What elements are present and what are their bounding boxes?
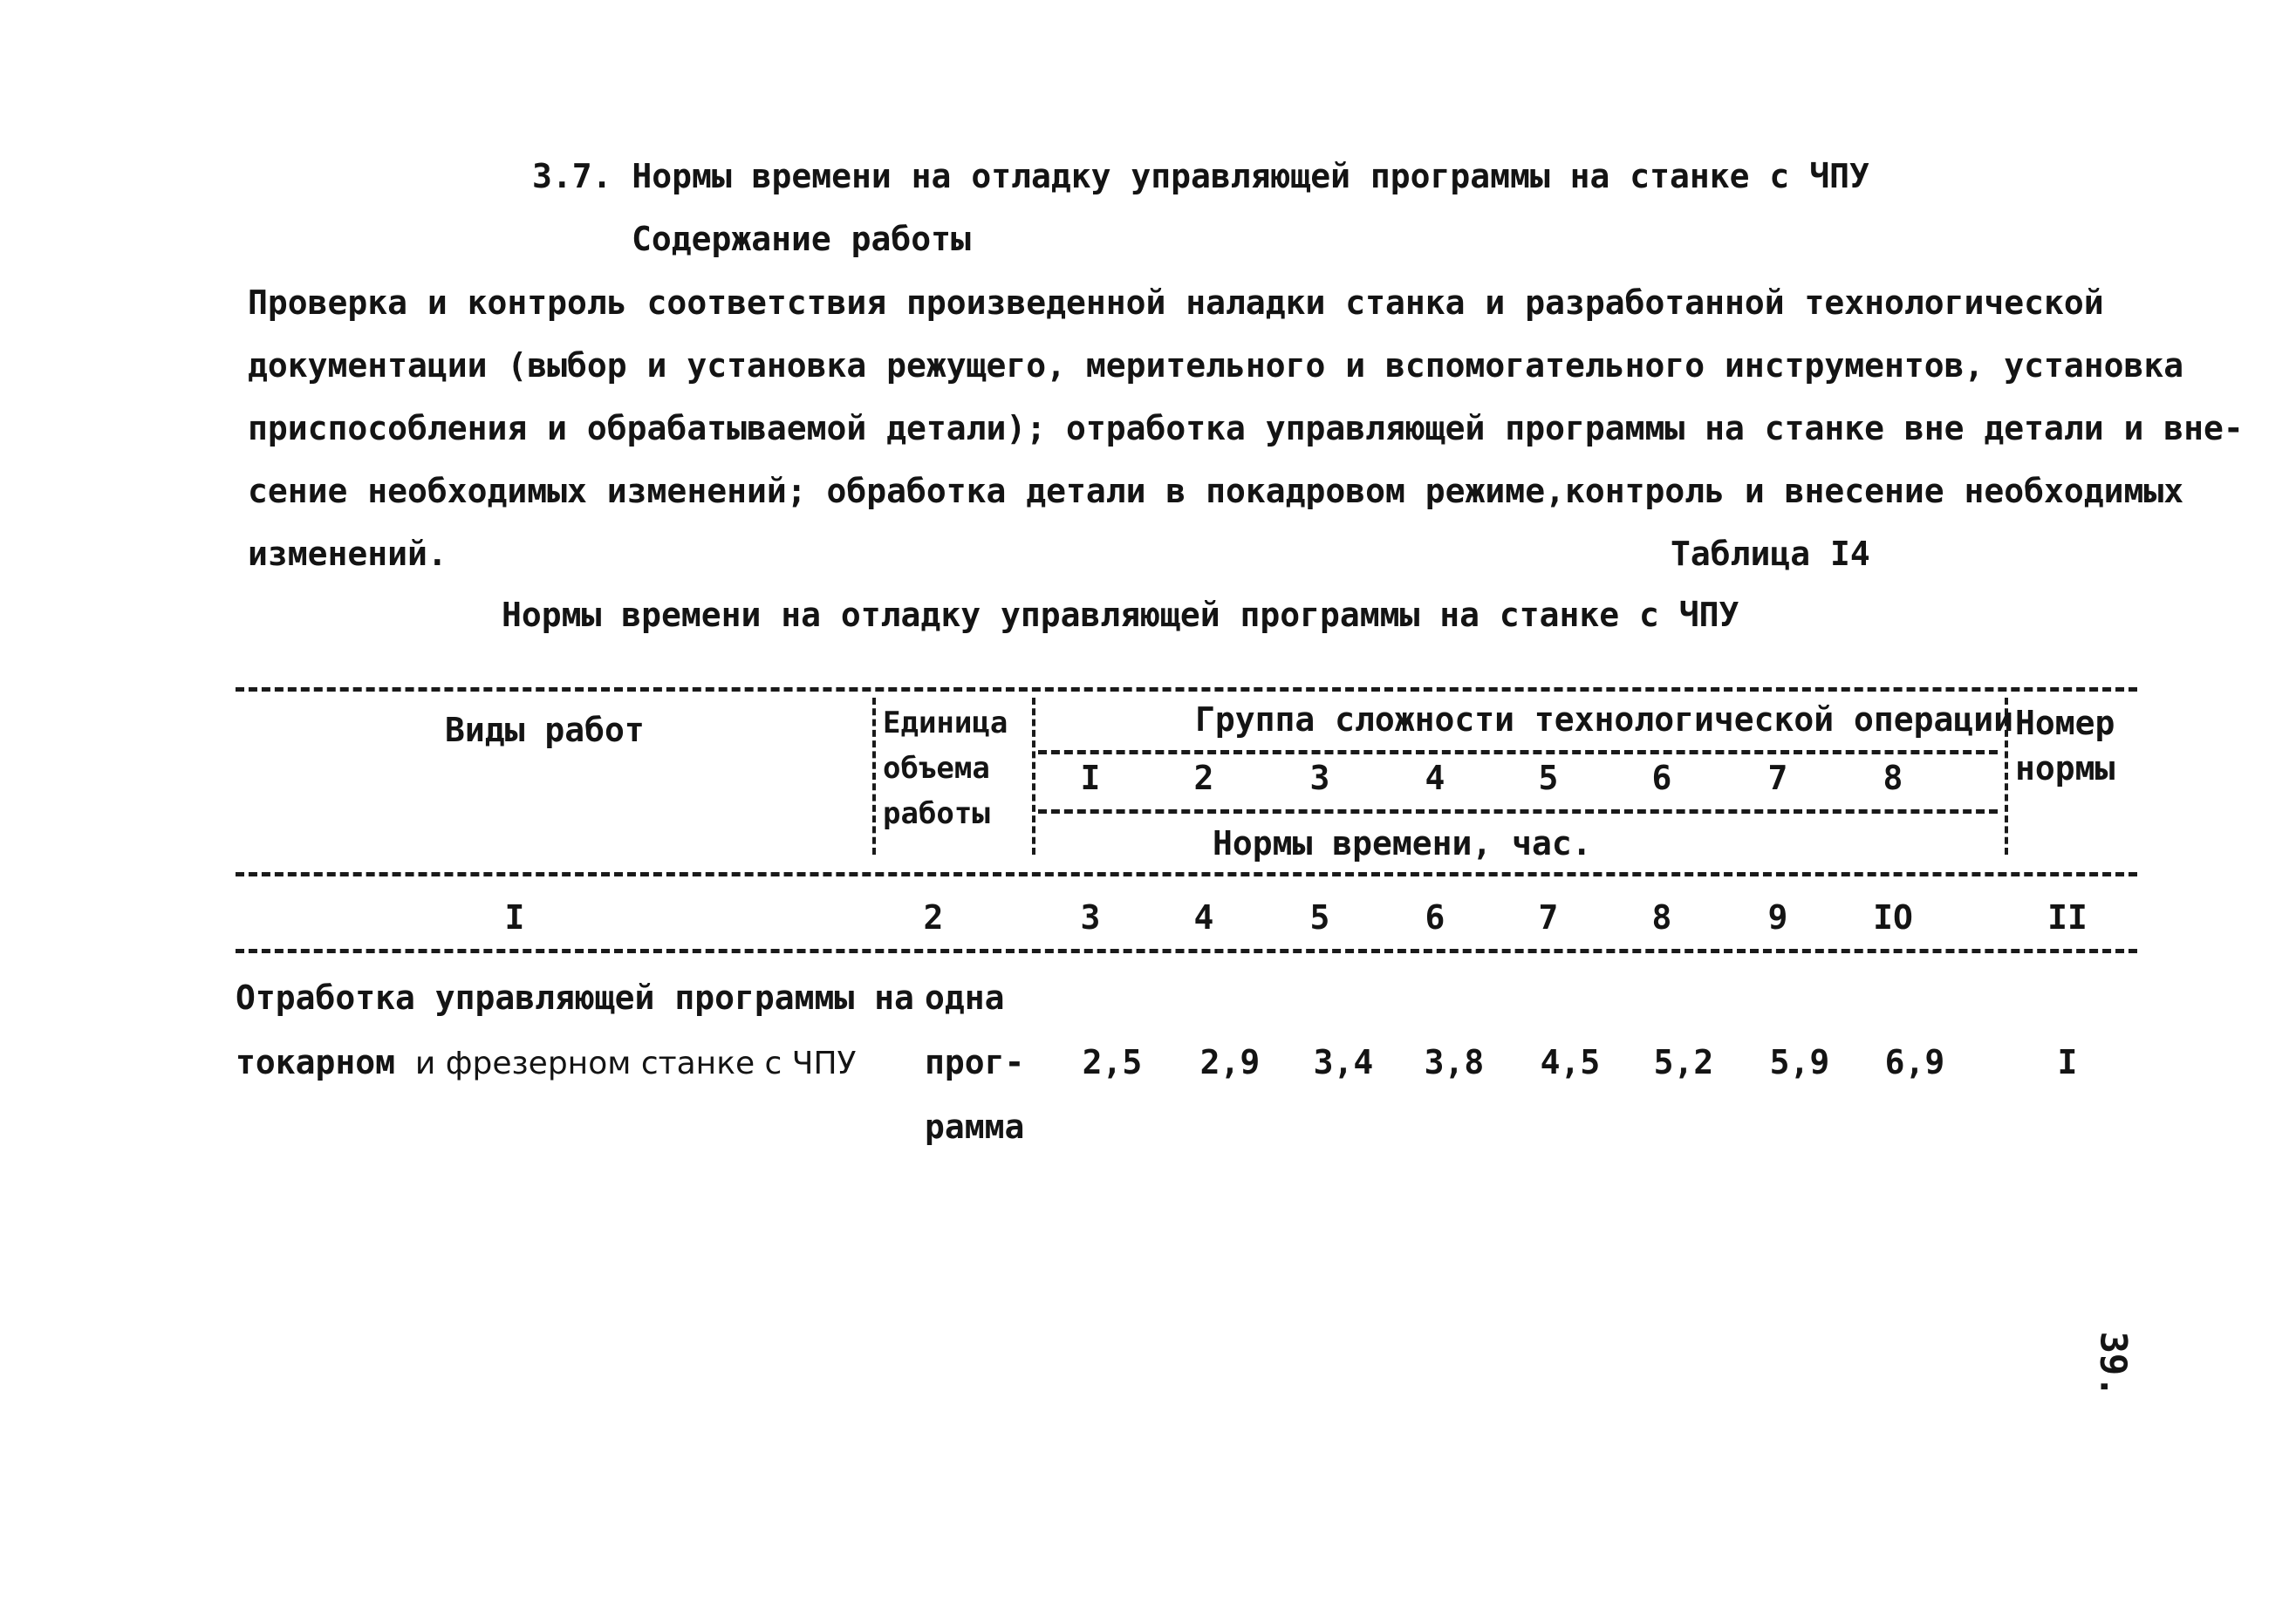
- row-value-6: 5,2: [1653, 1043, 1714, 1081]
- row-unit-line-1: одна: [925, 979, 1005, 1017]
- colnum-8: 8: [1651, 898, 1672, 937]
- colnum-5: 5: [1309, 898, 1330, 937]
- col-divider-2: [1032, 698, 1035, 855]
- row-unit-line-3: рамма: [925, 1108, 1025, 1146]
- group-5: 5: [1538, 759, 1559, 797]
- row-value-2: 2,9: [1199, 1043, 1261, 1081]
- section-subheading: Содержание работы: [632, 220, 971, 258]
- header-bottom-rule: [236, 872, 2137, 876]
- row-value-3: 3,4: [1313, 1043, 1374, 1081]
- row-unit-line-2: прог-: [925, 1043, 1025, 1081]
- header-unit: Единица объема работы: [883, 706, 1008, 831]
- group-header-rule: [1038, 750, 1998, 754]
- header-time-norms: Нормы времени, час.: [1213, 824, 1592, 863]
- colnum-7: 7: [1538, 898, 1559, 937]
- colnum-2: 2: [923, 898, 944, 937]
- row-value-1: 2,5: [1082, 1043, 1143, 1081]
- header-norm-number: Номер нормы: [2015, 704, 2115, 788]
- table-title: Нормы времени на отладку управляющей программы на станке с ЧПУ: [502, 596, 1739, 634]
- page-number: 39.: [2092, 1331, 2135, 1398]
- row-value-7: 5,9: [1769, 1043, 1830, 1081]
- colnum-1: I: [504, 898, 525, 937]
- body-line-4: сение необходимых изменений; обработка детали в покадровом режиме,контроль и внесение необходимых: [248, 472, 2184, 510]
- group-numbers-rule: [1038, 809, 1998, 814]
- row-work-line-2: токарном и фрезерном станке с ЧПУ: [236, 1043, 857, 1081]
- group-6: 6: [1651, 759, 1672, 797]
- colnum-11: II: [2047, 898, 2088, 937]
- body-line-3: приспособления и обрабатываемой детали); отработка управляющей программы на станке вне детали и вне-: [248, 409, 2244, 447]
- group-3: 3: [1309, 759, 1330, 797]
- body-line-1: Проверка и контроль соответствия произведенной наладки станка и разработанной технологической: [248, 283, 2104, 322]
- group-2: 2: [1193, 759, 1214, 797]
- colnum-10: IO: [1873, 898, 1913, 937]
- row-work-line-1: Отработка управляющей программы на: [236, 979, 914, 1017]
- group-8: 8: [1883, 759, 1903, 797]
- colnum-3: 3: [1080, 898, 1101, 937]
- table-top-rule: [236, 687, 2137, 692]
- header-complexity-group: Группа сложности технологической операции: [1195, 700, 2013, 739]
- group-7: 7: [1767, 759, 1788, 797]
- body-line-2: документации (выбор и установка режущего, мерительного и вспомогательного инструментов, установка: [248, 346, 2184, 385]
- header-work-types: Виды работ: [445, 711, 645, 749]
- row-value-5: 4,5: [1540, 1043, 1601, 1081]
- group-4: 4: [1425, 759, 1445, 797]
- table-label: Таблица I4: [1671, 535, 1870, 573]
- row-value-8: 6,9: [1884, 1043, 1945, 1081]
- colnum-6: 6: [1425, 898, 1445, 937]
- row-norm-number: I: [2057, 1043, 2078, 1081]
- body-line-5: изменений.: [248, 535, 448, 573]
- column-numbers-rule: [236, 949, 2137, 953]
- colnum-9: 9: [1767, 898, 1788, 937]
- colnum-4: 4: [1193, 898, 1214, 937]
- col-divider-1: [872, 698, 876, 855]
- section-heading: 3.7. Нормы времени на отладку управляющей программы на станке с ЧПУ: [532, 157, 1869, 195]
- row-value-4: 3,8: [1424, 1043, 1485, 1081]
- group-1: I: [1080, 759, 1101, 797]
